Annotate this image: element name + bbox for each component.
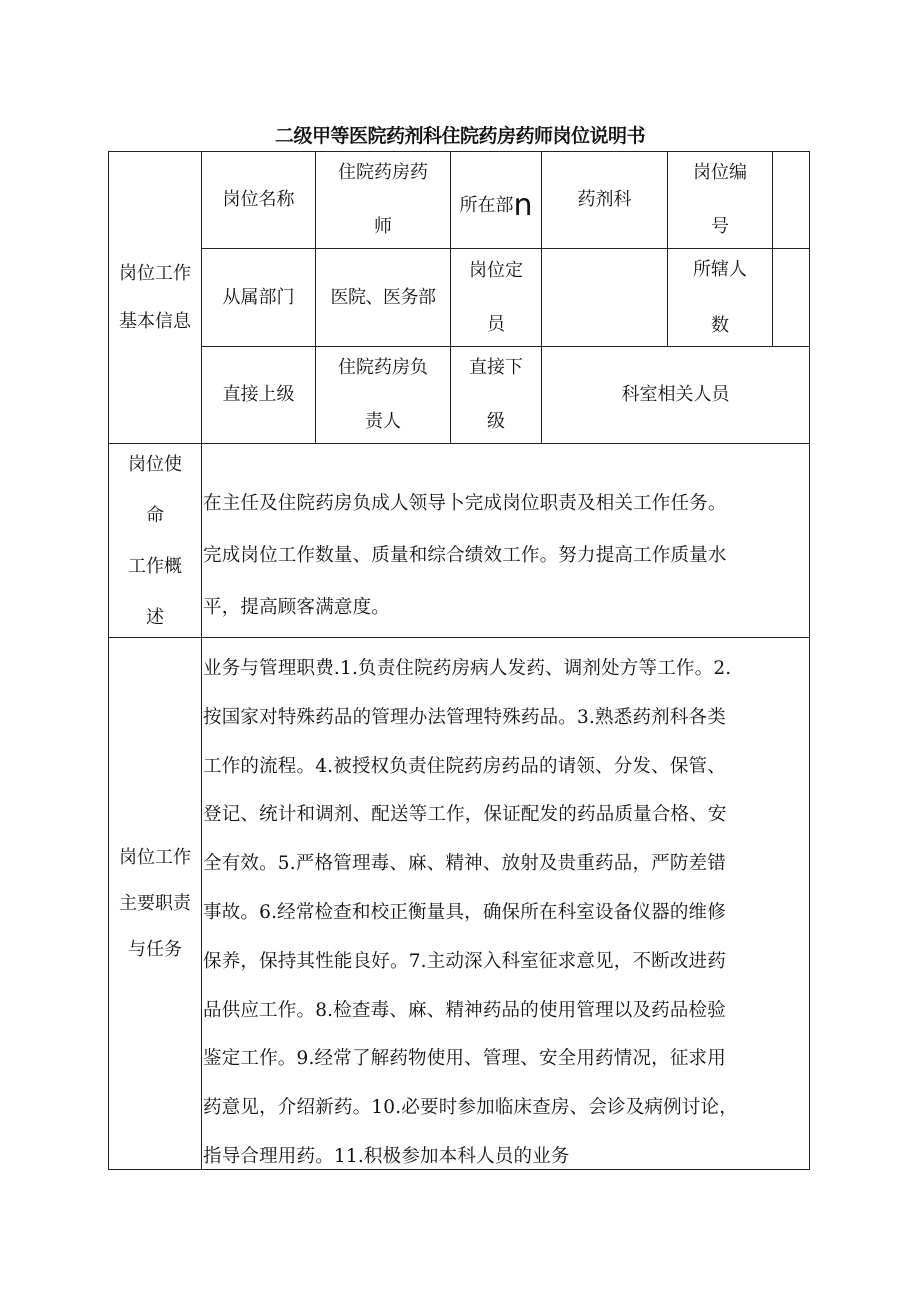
- label-line: 岗位编: [693, 162, 747, 183]
- label-line: 工作概: [128, 555, 182, 577]
- mission-line: 完成岗位工作数量、质量和综合绩效工作。努力提高工作质量水: [203, 545, 727, 566]
- duties-line: 按国家对特殊药品的管理办法管理特殊药品。3.熟悉药剂科各类: [203, 706, 726, 728]
- label-line: 数: [711, 314, 729, 336]
- duties-line: 工作的流程。4.被授权负责住院药房药品的请领、分发、保管、: [203, 755, 726, 777]
- mission-section-label: [109, 444, 201, 637]
- label-line: 岗位使: [128, 453, 182, 475]
- label-line: 所辖人: [693, 258, 747, 280]
- label-line: 岗位定: [469, 259, 523, 281]
- label-line: 号: [711, 216, 729, 237]
- label-line: 述: [146, 606, 164, 628]
- label-line: 员: [487, 313, 505, 335]
- label-line: 主要职责: [119, 892, 191, 914]
- grid-line: [108, 443, 810, 444]
- duties-section-label: [109, 638, 201, 1169]
- label-line: 命: [146, 504, 164, 526]
- section-label-line: 基本信息: [119, 310, 191, 332]
- duties-line: 保养，保持其性能良好。7.主动深入科室征求意见，不断改进药: [203, 950, 726, 972]
- position-number-value: [773, 152, 809, 248]
- direct-superior-value: [316, 347, 450, 443]
- department-label-suffix: n: [513, 188, 533, 223]
- duties-text: [203, 645, 809, 1182]
- duties-line: 事故。6.经常检查和校正衡量具，确保所在科室设备仪器的维修: [203, 901, 726, 923]
- value-line: 责人: [365, 411, 401, 432]
- duties-line: 品供应工作。8.检查毒、麻、精神药品的使用管理以及药品检验: [203, 999, 726, 1021]
- position-name-label: 岗位名称: [222, 189, 295, 210]
- section-label-line: 岗位工作: [119, 262, 191, 284]
- grid-line: [108, 637, 810, 638]
- duties-line: 指导合理用药。11.积极参加本科人员的业务: [203, 1145, 570, 1167]
- duties-line: 登记、统计和调剂、配送等工作，保证配发的药品质量合格、安: [203, 804, 727, 826]
- department-label: [451, 152, 541, 248]
- mission-line: 在主任及住院药房负成人领导卜完成岗位职责及相关工作任务。: [203, 493, 727, 514]
- affiliated-department-value: 医院、医务部: [330, 286, 436, 308]
- label-line: 级: [487, 411, 505, 432]
- grid-line: [809, 151, 810, 1170]
- direct-subordinate-label: [451, 347, 541, 443]
- value-line: 住院药房药: [338, 162, 428, 183]
- duties-line: 业务与管理职费.1.负责住院药房病人发药、调剂处方等工作。2.: [203, 658, 732, 679]
- label-line: 直接下: [469, 357, 523, 378]
- direct-superior-label: 直接上级: [222, 384, 295, 405]
- direct-subordinate-value: 科室相关人员: [621, 384, 730, 405]
- duties-line: 鉴定工作。9.经常了解药物使用、管理、安全用药情况，征求用: [203, 1048, 726, 1070]
- position-name-value: [316, 152, 450, 248]
- label-line: 岗位工作: [119, 846, 191, 868]
- mission-line: 平，提高顾客满意度。: [203, 597, 391, 618]
- value-line: 师: [374, 216, 392, 237]
- staffing-value: [542, 249, 667, 346]
- basic-info-section-label: [109, 152, 201, 443]
- mission-text: [203, 478, 809, 634]
- staffing-label: [451, 249, 541, 346]
- position-number-label: [668, 152, 772, 248]
- document-title: 二级甲等医院药剂科住院药房药师岗位说明书: [274, 125, 645, 147]
- department-value: 药剂科: [577, 189, 632, 210]
- duties-line: 全有效。5.严格管理毒、麻、精神、放射及贵重药品，严防差错: [203, 853, 726, 875]
- label-line: 与任务: [128, 938, 182, 960]
- value-line: 住院药房负: [338, 357, 428, 378]
- subordinate-count-value: [773, 249, 809, 346]
- subordinate-count-label: [668, 249, 772, 346]
- department-label-text: 所在部: [459, 195, 514, 216]
- duties-line: 药意见，介绍新药。10.必要时参加临床查房、会诊及病例讨论，: [203, 1097, 738, 1119]
- affiliated-department-label: 从属部门: [222, 286, 295, 308]
